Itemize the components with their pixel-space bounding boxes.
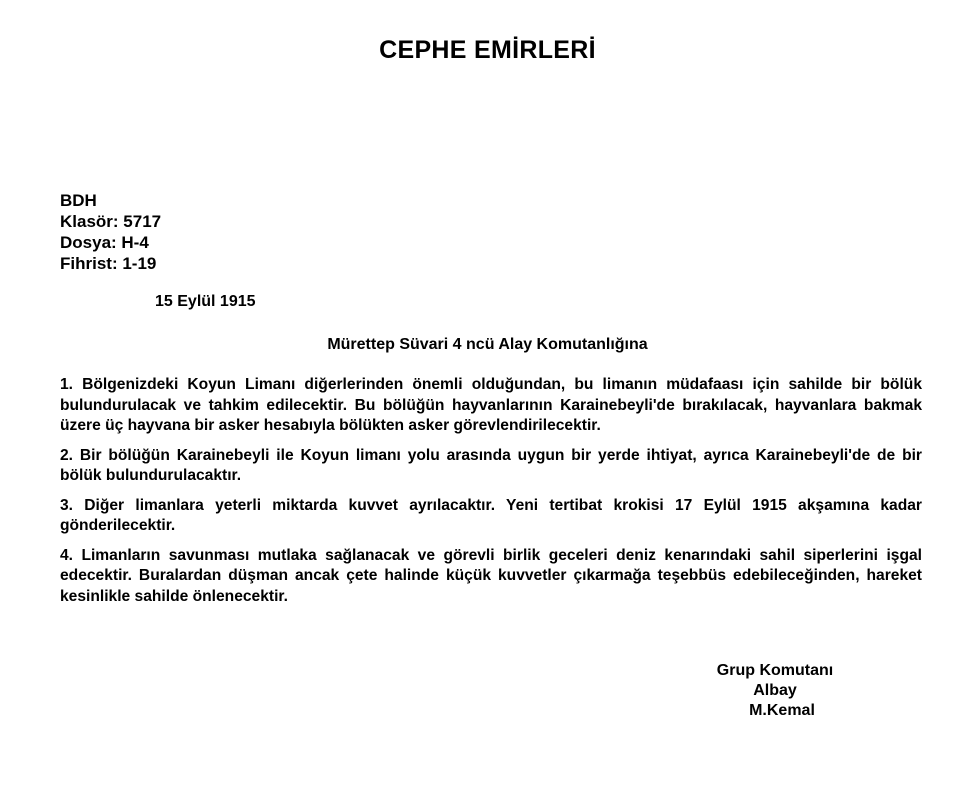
document-date: 15 Eylül 1915 (155, 293, 256, 310)
order-paragraph-2: 2. Bir bölüğün Karainebeyli ile Koyun limanı yolu arasında uygun bir yerde ihtiyat, ayrıca Karainebeyli'de de bir bölük bulundurulacaktır. (60, 446, 922, 484)
archive-file: Dosya: H-4 (60, 233, 149, 252)
addressee: Mürettep Süvari 4 ncü Alay Komutanlığına (327, 336, 648, 353)
signature-block (690, 661, 860, 721)
order-paragraph-4: 4. Limanların savunması mutlaka sağlanacak ve görevli birlik geceleri deniz kenarındaki sahil siperlerini işgal edecektir. Buralardan düşman ancak çete halinde küçük kuvvetler çıkarmağa teşebbüs edebileceğinden, hareket kesinlikle sahilde önlenecektir. (60, 546, 922, 605)
order-paragraph-3: 3. Diğer limanlara yeterli miktarda kuvvet ayrılacaktır. Yeni tertibat krokisi 17 Eylül 1915 akşamına kadar gönderilecektir. (60, 496, 922, 534)
order-body (60, 375, 922, 616)
signature-role: Grup Komutanı (716, 662, 834, 679)
order-paragraph-1: 1. Bölgenizdeki Koyun Limanı diğerlerinden önemli olduğundan, bu limanın müdafaası için sahilde bir bölük bulundurulacak ve tahkim edilecektir. Bu bölüğün hayvanlarının Karainebeyli'de bırakılacak, hayvanlara bakmak üzere üç hayvana bir asker hesabıyla bölükten asker görevlendirilecektir. (60, 376, 922, 434)
archive-source: BDH (60, 191, 97, 210)
archive-folder: Klasör: 5717 (60, 212, 162, 231)
signature-rank: Albay (753, 682, 797, 699)
archive-reference (60, 190, 161, 274)
archive-index: Fihrist: 1-19 (60, 254, 157, 273)
signature-name: M.Kemal (749, 702, 815, 719)
document-title: CEPHE EMİRLERİ (379, 36, 596, 64)
